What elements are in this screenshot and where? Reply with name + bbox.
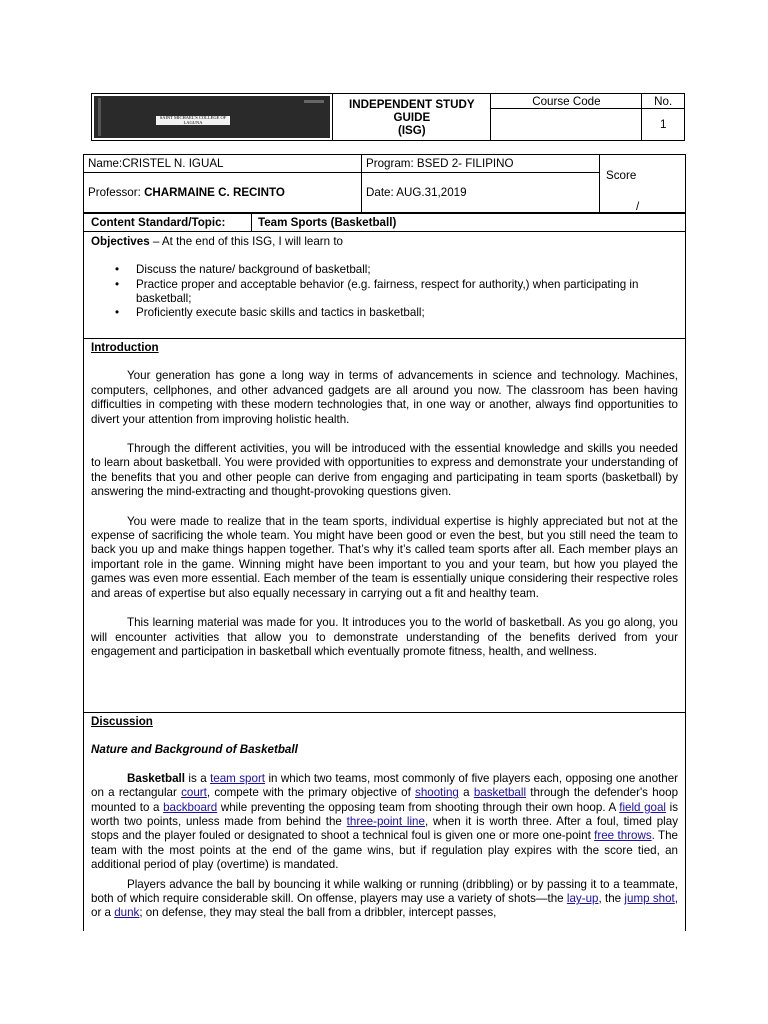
no-label: No. xyxy=(642,94,685,109)
intro-paragraph-1: Your generation has gone a long way in terms of advancements in science and technology. Machines, computers, cellphones, and other advanced gadgets are all around you now. The classroom has been having difficulties in competing with these modern technologies that, in one way or another, always find opportunities to divert your attention from improving holistic health. xyxy=(91,369,678,426)
objectives-intro: – At the end of this ISG, I will learn to xyxy=(149,235,343,248)
professor-name: CHARMAINE C. RECINTO xyxy=(144,186,285,199)
guide-title xyxy=(333,94,491,141)
backboard-link[interactable]: backboard xyxy=(163,800,218,814)
basketball-link[interactable]: basketball xyxy=(473,786,527,800)
objectives-list xyxy=(91,263,651,320)
score-label: Score xyxy=(606,169,637,182)
info-table xyxy=(83,154,686,213)
court-link[interactable]: court xyxy=(181,786,207,800)
text-run: Players advance the ball by bouncing it while walking or running (dribbling) or by passing it to a teammate, both of which require considerable skill. On offense, players may use a variety of shots—the xyxy=(91,877,678,906)
discussion-heading: Discussion xyxy=(91,715,153,728)
text-run: through the defender's hoop mounted to a xyxy=(91,786,679,814)
objectives-section xyxy=(84,232,685,339)
guide-title-line-3: (ISG) xyxy=(397,123,426,137)
content-box xyxy=(83,213,686,931)
text-run: in which two teams, most commonly of five players each, opposing one another on a rectangular xyxy=(91,771,679,800)
text-run: , the xyxy=(598,892,625,906)
introduction-heading: Introduction xyxy=(91,341,159,354)
logo-text: SAINT MICHAEL'S COLLEGE OF LAGUNA xyxy=(156,116,230,125)
three-point-line-link[interactable]: three-point line xyxy=(346,815,425,829)
text-run: . The team with the most points at the end of the game wins, but if regulation play expires with the score tied, an additional period of play (overtime) is mandated. xyxy=(91,829,678,872)
column-divider xyxy=(251,214,252,231)
intro-paragraph-4: This learning material was made for you. It introduces you to the world of basketball. As you go along, you will encounter activities that allow you to demonstrate understanding of the benefits derived from your engagement and participation in basketball which eventually promote fitness, health, and wellness. xyxy=(91,616,678,658)
program: Program: BSED 2- FILIPINO xyxy=(362,155,600,173)
objective-item: • Practice proper and acceptable behavior (e.g. fairness, respect for authority,) when participating in basketball; xyxy=(91,278,651,306)
text-run: , or a xyxy=(91,892,678,920)
guide-title-line-2: GUIDE xyxy=(393,110,431,124)
jump-shot-link[interactable]: jump shot xyxy=(624,892,675,906)
content-standard-value: Team Sports (Basketball) xyxy=(258,216,397,229)
course-code-value xyxy=(491,109,642,141)
text-run: while preventing the opposing team from shooting through their own hoop. A xyxy=(217,800,620,814)
dunk-link[interactable]: dunk xyxy=(114,906,140,920)
intro-paragraph-2: Through the different activities, you will be introduced with the essential knowledge and skills you needed to learn about basketball. You were provided with opportunities to express and demonstrate your understanding of the benefits that you and other people can derive from engaging and participating in team sports (basketball) by answering the mind-extracting and thought-provoking questions given. xyxy=(91,442,678,499)
guide-title-line-1: INDEPENDENT STUDY xyxy=(349,97,475,111)
content-standard-row xyxy=(84,214,685,232)
introduction-section xyxy=(84,339,685,713)
team-sport-link[interactable]: team sport xyxy=(210,771,266,785)
course-code-label: Course Code xyxy=(491,94,642,109)
student-name: Name:CRISTEL N. IGUAL xyxy=(84,155,362,173)
logo-dots xyxy=(304,100,324,103)
free-throws-link[interactable]: free throws xyxy=(594,829,652,843)
text-run: ; on defense, they may steal the ball from a dribbler, intercept passes, xyxy=(139,906,497,920)
field-goal-link[interactable]: field goal xyxy=(619,800,667,814)
header-table xyxy=(91,93,685,141)
discussion-subheading: Nature and Background of Basketball xyxy=(91,743,298,757)
text-run: a xyxy=(458,786,474,800)
score-cell xyxy=(600,155,686,213)
basketball-term: Basketball xyxy=(127,771,185,785)
intro-paragraph-3: You were made to realize that in the team sports, individual expertise is highly appreciated but not at the expense of sacrificing the whole team. You might have been good or even the best, but you still need the team to back you up and make things happen together. That’s why it’s called team sports after all. Each member plays an important role in the game. Winning might have been important to you and your team, but how you played the games was even more essential. Each member of the team is essentially unique considering their respective roles and areas of expertise but also equally necessary in carrying out a fit and healthy team. xyxy=(91,514,678,600)
score-slash: / xyxy=(636,200,640,213)
text-run: , compete with the primary objective of xyxy=(206,786,416,800)
text-run: is worth two points, unless made from behind the xyxy=(91,800,678,829)
logo-cell xyxy=(92,94,333,141)
discussion-section xyxy=(84,713,685,921)
text-run: , when it is worth three. After a foul, timed play stops and the player fouled or designated to shoot a technical foul is given one or more one-point xyxy=(91,815,678,843)
lay-up-link[interactable]: lay-up xyxy=(566,892,599,906)
discussion-paragraph-2 xyxy=(91,878,678,921)
objective-item: • Proficiently execute basic skills and tactics in basketball; xyxy=(91,306,651,320)
content-standard-label: Content Standard/Topic: xyxy=(91,216,226,229)
date: Date: AUG.31,2019 xyxy=(362,173,600,213)
text-run: is a xyxy=(185,771,211,785)
objectives-label: Objectives xyxy=(91,235,150,248)
no-value: 1 xyxy=(642,109,685,141)
professor-label: Professor: xyxy=(88,186,145,199)
discussion-paragraph-1 xyxy=(91,772,678,873)
school-logo xyxy=(94,96,330,138)
logo-strip xyxy=(98,98,101,136)
professor xyxy=(84,173,362,213)
objective-item: • Discuss the nature/ background of basketball; xyxy=(91,263,651,277)
shooting-link[interactable]: shooting xyxy=(415,786,459,800)
